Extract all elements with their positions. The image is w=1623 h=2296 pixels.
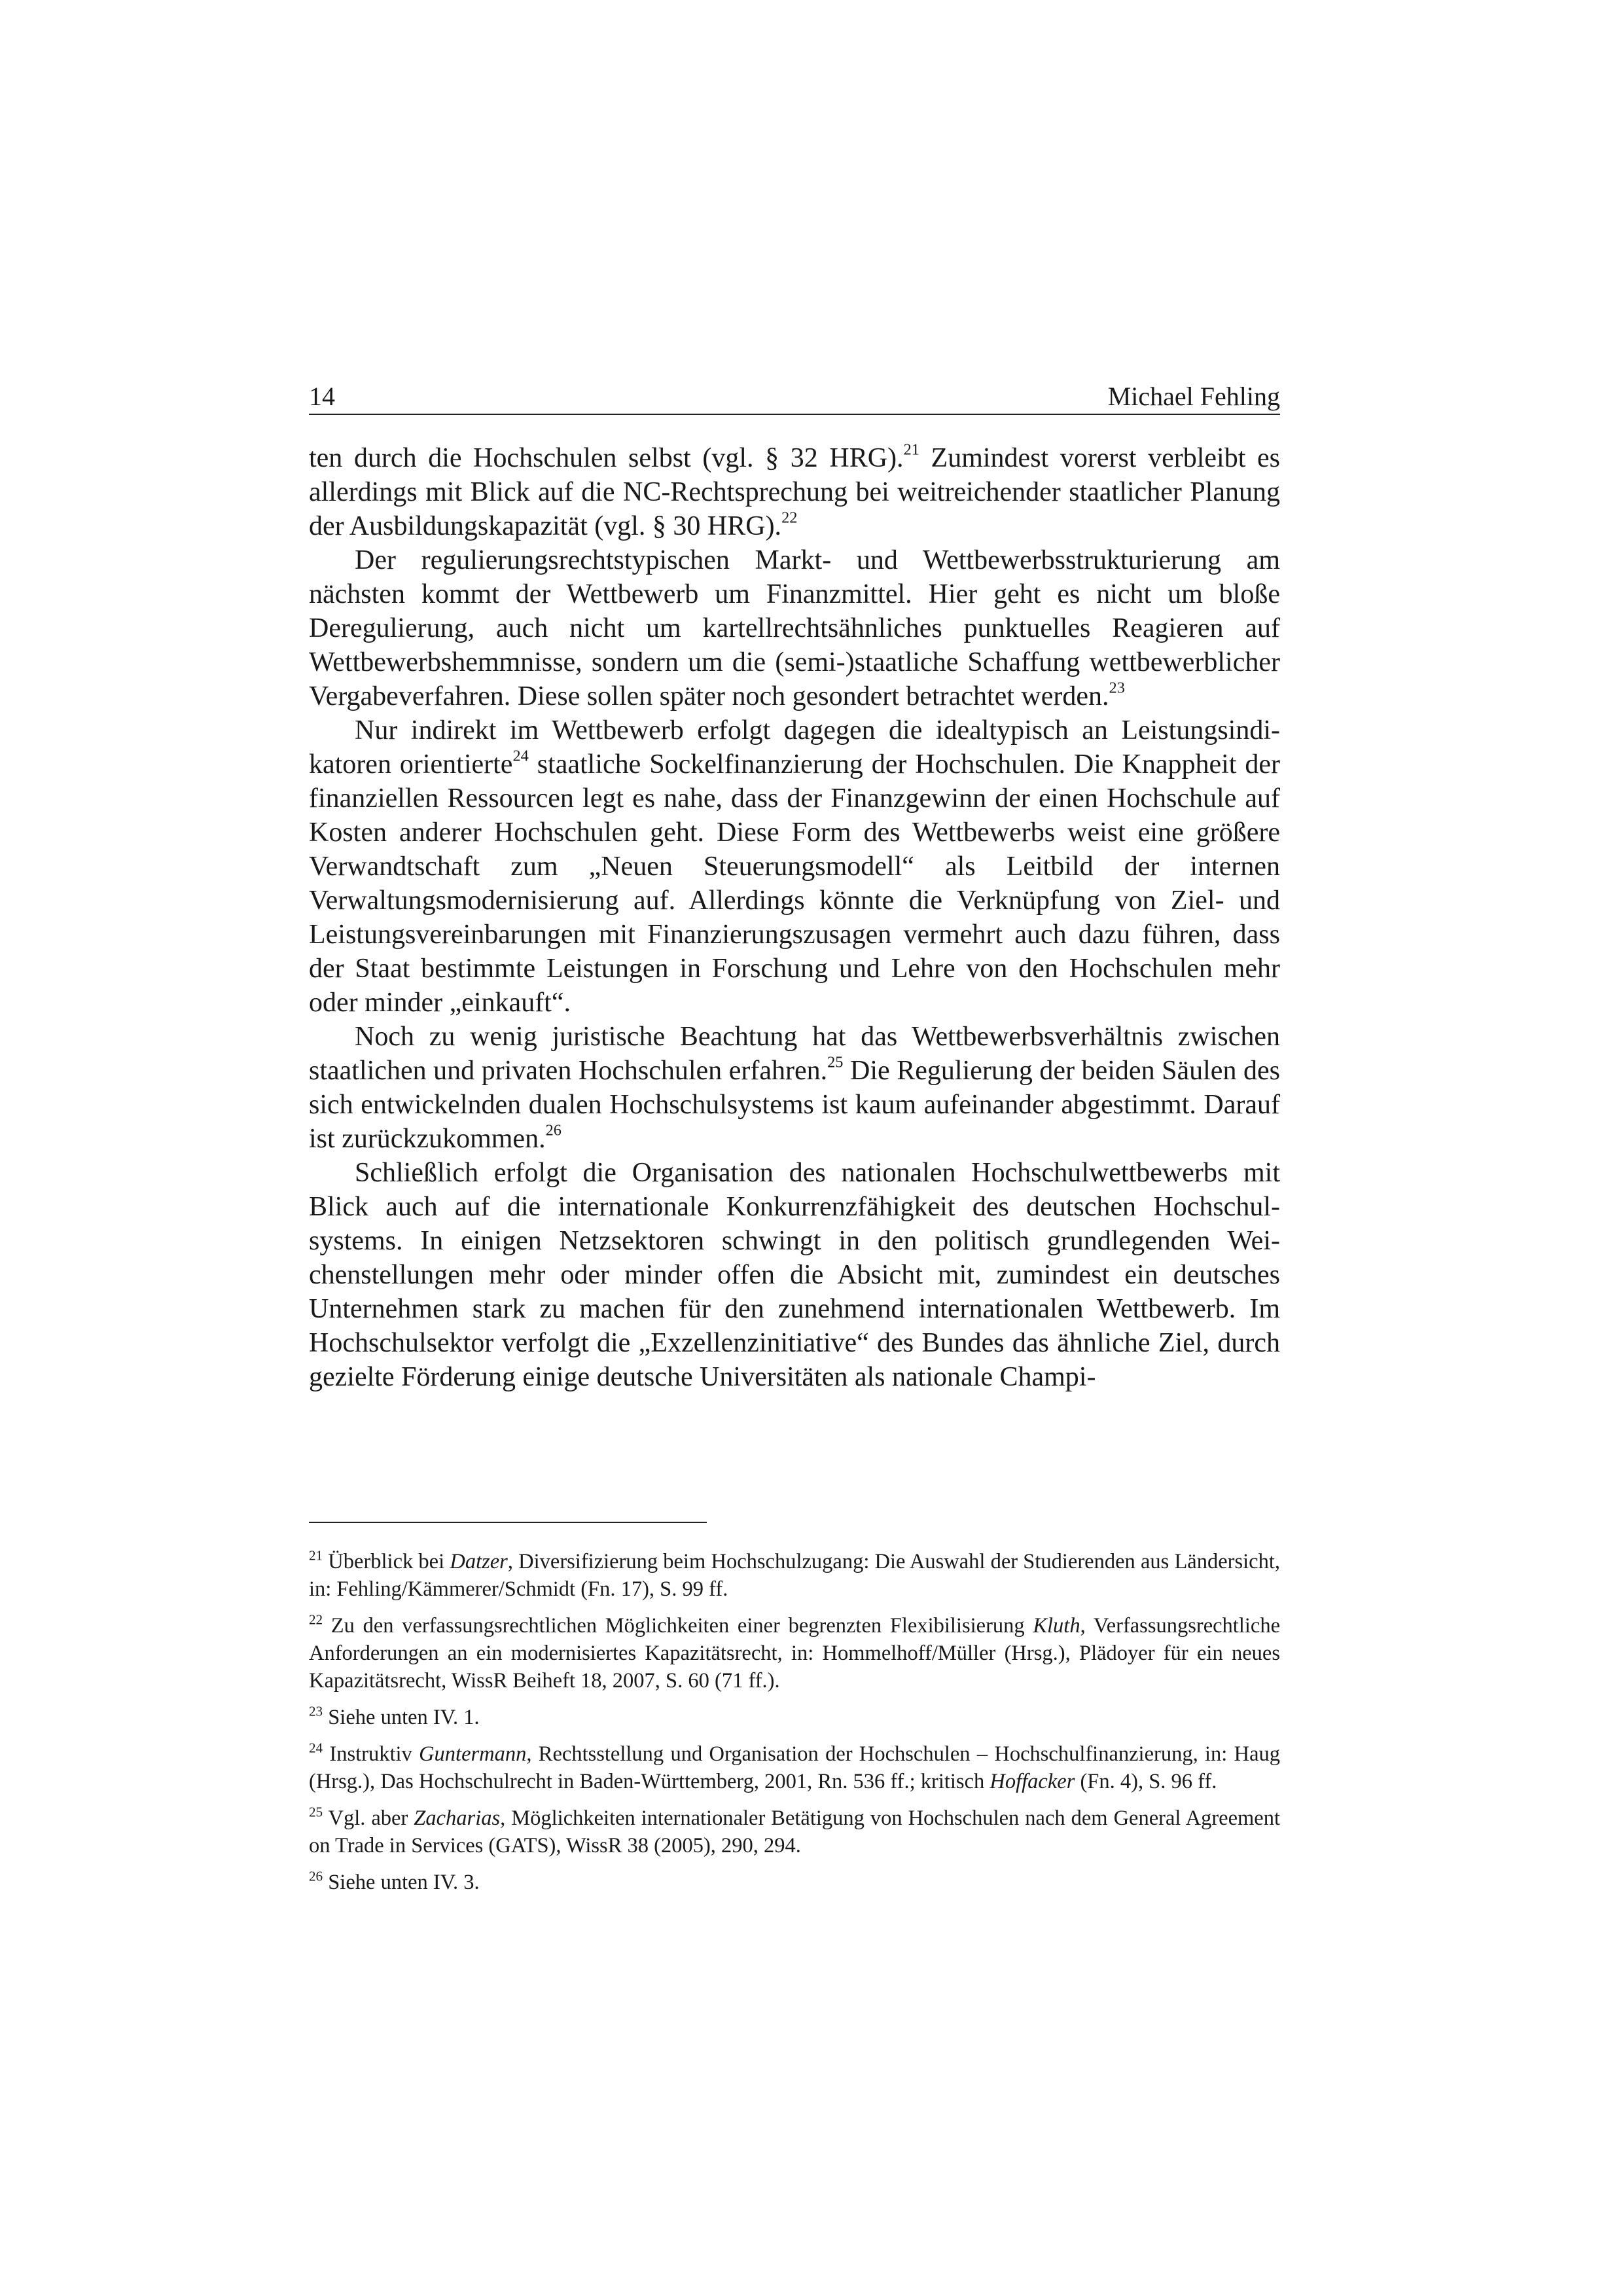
footnote: $^{21}$ Überblick bei Datzer, Diversifizierung beim Hochschulzugang: Die Auswahl der Studierenden aus Ländersicht, in: Fehling/Kämmerer/Schmidt (Fn. 17), S. 99 ff. (309, 1547, 1280, 1601)
footnote-reference: 25 (827, 1053, 844, 1071)
running-header (309, 373, 1280, 415)
footnote: $^{25}$ Vgl. aber Zacharias, Möglichkeiten internationaler Betätigung von Hochschulen nach dem General Agreement on Trade in Services (GATS), WissR 38 (2005), 290, 294. (309, 1804, 1280, 1857)
document-page (309, 373, 1280, 1905)
footnote-number: 23 (309, 1703, 323, 1719)
footnote-number: 25 (309, 1804, 323, 1820)
running-header-author: Michael Fehling (1107, 382, 1280, 411)
cited-author: Kluth (1033, 1614, 1080, 1638)
paragraph: ten durch die Hochschulen selbst (vgl. § 32 HRG).$^{21}$ Zumindest vorerst verbleibt es allerdings mit Blick auf die NC-Rechtsprechung bei weitreichender staatlicher Planung der Ausbildungskapazität (vgl. § 30 HRG).$^{22}$ (309, 440, 1280, 541)
cited-author: Datzer (450, 1550, 508, 1573)
page-number: 14 (309, 382, 335, 411)
footnote-number: 22 (309, 1611, 323, 1628)
cited-author: Guntermann (419, 1742, 527, 1766)
footnote-number: 21 (309, 1547, 323, 1564)
footnote: $^{26}$ Siehe unten IV. 3. (309, 1868, 480, 1894)
footnote: $^{23}$ Siehe unten IV. 1. (309, 1703, 480, 1729)
footnote-number: 24 (309, 1740, 323, 1756)
paragraph: Der regulierungsrechtstypischen Markt- und Wettbewerbsstrukturierung am nächsten kommt der Wettbewerb um Finanzmittel. Hier geht es nicht um bloße Deregulierung, auch nicht um kartellrechtsähnliches punktuelles Reagieren auf Wettbewerbshemmnisse, sondern um die (semi-)staatliche Schaffung wettbewerblicher Vergabeverfahren. Diese sollen später noch gesondert betrachtet werden.$^{23}$ (309, 545, 1280, 711)
footnote: $^{22}$ Zu den verfassungsrechtlichen Möglichkeiten einer begrenzten Flexibilisierung Kluth, Verfassungsrechtliche Anforderungen an ein modernisiertes Kapazitätsrecht, in: Hommelhoff/Müller (Hrsg.), Plädoyer für ein neues Kapazitätsrecht, WissR Beiheft 18, 2007, S. 60 (71 ff.). (309, 1611, 1280, 1693)
paragraph: Schließlich erfolgt die Organisation des nationalen Hochschulwettbewerbs mit Blick auch auf die internationale Konkurrenzfähigkeit des deutschen Hochschulsystems. In einigen Netzsektoren schwingt in den politisch grundlegenden Weichenstellungen mehr oder minder offen die Absicht mit, zumindest ein deutsches Unternehmen stark zu machen für den zunehmend internationalen Wettbewerb. Im Hochschulsektor verfolgt die „Exzellenzinitiative“ des Bundes das ähnliche Ziel, durch gezielte Förderung einige deutsche Universitäten als nationale Champi- (309, 1158, 1280, 1392)
footnote-reference: 23 (1109, 679, 1125, 697)
body-text (309, 441, 1280, 1394)
footnote-reference: 26 (545, 1121, 562, 1139)
footnote-separator (309, 1522, 707, 1523)
footnote-reference: 21 (903, 440, 919, 459)
paragraph: Nur indirekt im Wettbewerb erfolgt dagegen die idealtypisch an Leistungsindikatoren orientierte$^{24}$ staatliche Sockelfinanzierung der Hochschulen. Die Knappheit der finanziellen Ressourcen legt es nahe, dass der Finanzgewinn der einen Hochschule auf Kosten anderer Hochschulen geht. Diese Form des Wettbewerbs weist eine größere Verwandtschaft zum „Neuen Steuerungsmodell“ als Leitbild der internen Verwaltungsmodernisierung auf. Allerdings könnte die Verknüpfung von Ziel- und Leistungsvereinbarungen mit Finanzierungszusagen vermehrt auch dazu führen, dass der Staat bestimmte Leistungen in Forschung und Lehre von den Hochschulen mehr oder minder „einkauft“. (309, 715, 1280, 1018)
paragraph: Noch zu wenig juristische Beachtung hat das Wettbewerbsverhältnis zwischen staatlichen und privaten Hochschulen erfahren.$^{25}$ Die Regulierung der beiden Säulen des sich entwickelnden dualen Hochschulsystems ist kaum aufeinander abgestimmt. Darauf ist zurückzukommen.$^{26}$ (309, 1022, 1280, 1154)
footnote-number: 26 (309, 1868, 323, 1884)
footnote: $^{24}$ Instruktiv Guntermann, Rechtsstellung und Organisation der Hochschulen – Hochschulfinanzierung, in: Haug (Hrsg.), Das Hochschulrecht in Baden-Württemberg, 2001, Rn. 536 ff.; kritisch Hoffacker (Fn. 4), S. 96 ff. (309, 1740, 1280, 1793)
footnote-reference: 22 (781, 509, 798, 527)
cited-author: Hoffacker (990, 1770, 1075, 1793)
footnotes (309, 1548, 1280, 1896)
cited-author: Zacharias (414, 1806, 501, 1830)
footnote-reference: 24 (512, 747, 529, 765)
